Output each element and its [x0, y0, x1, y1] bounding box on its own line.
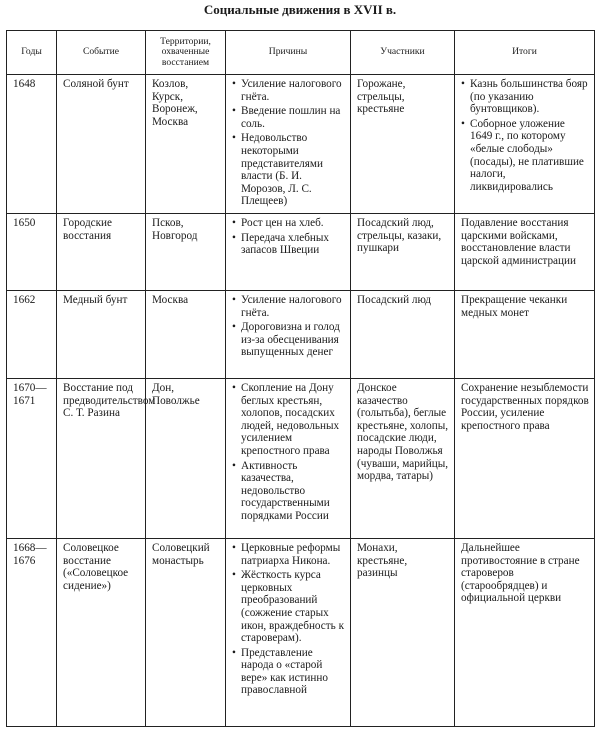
- header-participants: Участники: [351, 31, 455, 75]
- cell-causes: [226, 538, 351, 726]
- cause-item: • Представление народа о «старой вере» как истинно православной: [232, 647, 345, 697]
- cell-participants: Посадский люд: [351, 290, 455, 378]
- table-row: [7, 75, 595, 214]
- header-years: Годы: [7, 31, 57, 75]
- result-item: • Казнь большинства бояр (по указанию бунтовщиков).: [461, 78, 589, 116]
- cell-territory: Соловецкий монастырь: [146, 538, 226, 726]
- cell-territory: Дон, Поволжье: [146, 378, 226, 538]
- cell-causes: [226, 75, 351, 214]
- header-event: Событие: [57, 31, 146, 75]
- cause-item: • Дороговизна и голод из-за обесценивания выпущенных денег: [232, 321, 345, 359]
- cell-results: Подавление восстания царскими войсками, восстановление власти царской администрации: [455, 213, 595, 290]
- cell-event: Восстание под предводительством С. Т. Разина: [57, 378, 146, 538]
- cell-territory: Москва: [146, 290, 226, 378]
- cell-event: Соляной бунт: [57, 75, 146, 214]
- table-row: [7, 378, 595, 538]
- cause-item: • Усиление налогового гнёта.: [232, 78, 345, 103]
- cause-item: • Усиление налогового гнёта.: [232, 294, 345, 319]
- cell-causes: [226, 213, 351, 290]
- cell-participants: Посадский люд, стрельцы, казаки, пушкари: [351, 213, 455, 290]
- cause-item: • Недовольство некоторыми представителями власти (Б. И. Морозов, Л. С. Плещеев): [232, 132, 345, 208]
- cell-year: 1648: [7, 75, 57, 214]
- table-row: [7, 213, 595, 290]
- cause-item: • Рост цен на хлеб.: [232, 217, 345, 230]
- cell-participants: Горожане, стрельцы, крестьяне: [351, 75, 455, 214]
- cell-results: Дальнейшее противостояние в стране староверов (старообрядцев) и официальной церкви: [455, 538, 595, 726]
- cell-event: Соловецкое восстание («Соловецкое сидение»): [57, 538, 146, 726]
- cell-participants: Донское казачество (голытьба), беглые крестьяне, холопы, посадские люди, народы Поволжья (чуваши, марийцы, мордва, татары): [351, 378, 455, 538]
- table-title: Социальные движения в XVII в.: [203, 2, 397, 17]
- cell-territory: Козлов, Курск, Воронеж, Москва: [146, 75, 226, 214]
- header-causes: Причины: [226, 31, 351, 75]
- social-movements-table: [6, 30, 595, 727]
- cause-item: • Активность казачества, недовольство государственными порядками России: [232, 460, 345, 523]
- header-row: [7, 31, 595, 75]
- cell-event: Медный бунт: [57, 290, 146, 378]
- cell-results: Сохранение незыблемости государственных порядков России, усиление крепостного права: [455, 378, 595, 538]
- cell-causes: [226, 378, 351, 538]
- cell-year: 1650: [7, 213, 57, 290]
- cell-participants: Монахи, крестьяне, разинцы: [351, 538, 455, 726]
- cause-item: • Жёсткость курса церковных преобразований (сожжение старых икон, враждебность к староверам).: [232, 569, 345, 645]
- cause-item: • Церковные реформы патриарха Никона.: [232, 542, 345, 567]
- cell-year: 1668—1676: [7, 538, 57, 726]
- cell-territory: Псков, Новгород: [146, 213, 226, 290]
- cell-causes: [226, 290, 351, 378]
- cell-results: Прекращение чеканки медных монет: [455, 290, 595, 378]
- header-territory: Территории, охваченные восстанием: [146, 31, 226, 75]
- cell-event: Городские восстания: [57, 213, 146, 290]
- cause-item: • Передача хлебных запасов Швеции: [232, 232, 345, 257]
- cause-item: • Скопление на Дону беглых крестьян, холопов, посадских людей, недовольных усилением крепостного права: [232, 382, 345, 458]
- result-item: • Соборное уложение 1649 г., по которому «белые слободы» (посады), не платившие налоги, ликвидировались: [461, 118, 589, 194]
- cell-year: 1662: [7, 290, 57, 378]
- cell-year: 1670—1671: [7, 378, 57, 538]
- table-row: [7, 290, 595, 378]
- header-results: Итоги: [455, 31, 595, 75]
- table-row: [7, 538, 595, 726]
- cause-item: • Введение пошлин на соль.: [232, 105, 345, 130]
- cell-results: [455, 75, 595, 214]
